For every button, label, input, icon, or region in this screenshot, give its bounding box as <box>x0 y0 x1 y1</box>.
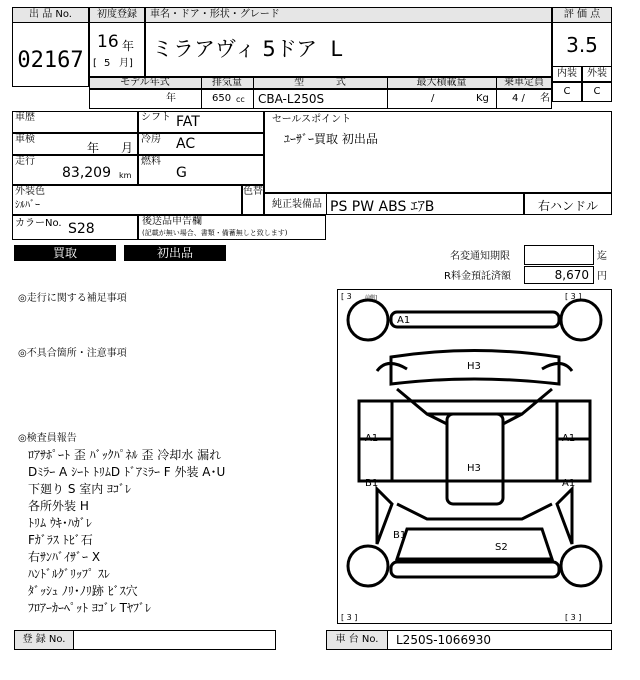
handle-value: 右ハンドル <box>537 199 598 213</box>
genuine-equip-value: PS PW ABS ｴｱB <box>330 199 435 215</box>
shift-value: FAT <box>176 114 200 130</box>
inspector-line: ﾀﾞｯｼｭ ﾉﾘ･ﾉﾘ跡 ﾋﾞｽ穴 <box>28 584 138 598</box>
mark-front-bumper: A1 <box>397 315 411 326</box>
capacity-unit: 名 <box>540 93 550 104</box>
inspector-line: 右ｻﾝﾊﾞｲｻﾞｰ X <box>28 550 101 564</box>
defects-remarks-title: ◎不具合箇所・注意事項 <box>18 348 127 359</box>
first-reg-year-unit: 年 <box>122 39 135 53</box>
sales-point-label: セールスポイント <box>272 114 352 125</box>
recycle-unit: 円 <box>597 271 607 282</box>
type-label: 型 式 <box>294 77 346 88</box>
ac-label: 冷房 <box>141 134 161 145</box>
corner-label-tl: [ 3 <box>341 292 352 301</box>
interior-label: 内装 <box>552 66 582 82</box>
ac-value: AC <box>176 136 196 152</box>
max-load-label: 最大積載量 <box>416 77 467 88</box>
mark-rear-left-door: B1 <box>365 478 379 489</box>
displacement-value: 650 <box>212 93 232 104</box>
type-value: CBA-L250S <box>258 92 325 106</box>
inspector-line: 各所外装 H <box>28 499 89 513</box>
displacement-unit: cc <box>236 95 245 104</box>
exterior-label: 外装 <box>582 66 612 82</box>
first-reg-label: 初度登録 <box>89 7 145 23</box>
mark-roof: H3 <box>467 463 481 474</box>
mark-rear-left-quarter: B1 <box>393 530 407 541</box>
recycle-value: 8,670 <box>524 266 594 284</box>
exterior-color-box <box>12 185 242 215</box>
sales-point-text: ﾕｰｻﾞｰ買取 初出品 <box>284 132 378 146</box>
mark-front-left-fender: A1 <box>365 433 379 444</box>
recycle-label: R料金預託済額 <box>444 271 511 282</box>
mark-hood: H3 <box>467 361 481 372</box>
exterior-grade: C <box>582 82 612 102</box>
color-no-label: カラーNo. <box>15 218 62 229</box>
capacity-value: 4 / <box>512 93 525 104</box>
driving-remarks-title: ◎走行に関する補足事項 <box>18 293 127 304</box>
inspection-month: 月 <box>121 141 134 155</box>
corner-label-tl-small: 前側] <box>365 295 377 301</box>
first-reg-month-unit: 月] <box>119 58 133 69</box>
first-reg-month-open: [ <box>93 58 97 69</box>
corner-label-tr: [ 3 ] <box>565 292 582 301</box>
car-name: ミラアヴィ 5ドア L <box>152 37 343 61</box>
later-declare-label: 後送品申告欄 <box>142 216 202 227</box>
inspector-line: Dﾐﾗｰ A ｼｰﾄ ﾄﾘﾑD ﾄﾞｱﾐﾗｰ F 外装 A･U <box>28 465 226 479</box>
inspection-label: 車検 <box>15 134 35 145</box>
inspector-line: ﾊﾝﾄﾞﾙｸﾞﾘｯﾌﾟ ｽﾚ <box>28 567 110 581</box>
mark-rear-gate: S2 <box>495 542 508 553</box>
fuel-label: 燃料 <box>141 156 161 167</box>
inspector-lines <box>28 446 225 616</box>
buy-badge: 買取 <box>14 245 116 261</box>
car-diagram <box>337 289 612 624</box>
chassis-label: 車 台 No. <box>326 630 388 650</box>
genuine-equip-label: 純正装備品 <box>272 199 322 210</box>
history-label: 車歴 <box>15 112 35 123</box>
model-year-label: モデル年式 <box>120 77 170 88</box>
reg-no-label: 登 録 No. <box>14 630 74 650</box>
score-value: 3.5 <box>566 33 598 57</box>
corner-label-br: [ 3 ] <box>565 613 582 622</box>
corner-label-bl: [ 3 ] <box>341 613 358 622</box>
color-change-label: 色替 <box>243 186 263 197</box>
inspector-line: 下廻り S 室内 ﾖｺﾞﾚ <box>28 482 132 496</box>
first-reg-year: 16 <box>97 32 119 52</box>
max-load-unit: Kg <box>476 93 489 104</box>
car-name-label: 車名・ドア・形状・グレード <box>145 7 552 23</box>
lot-label: 出 品 No. <box>12 7 89 23</box>
mileage-unit: km <box>119 171 132 180</box>
shift-label: シフト <box>141 112 171 123</box>
inspector-line: ﾛｱｻﾎﾟｰﾄ 歪 ﾊﾞｯｸﾊﾟﾈﾙ 歪 冷却水 漏れ <box>28 448 222 462</box>
inspector-line: ﾄﾘﾑ ｳｷ･ﾊｶﾞﾚ <box>28 516 92 530</box>
inspection-year: 年 <box>87 141 100 155</box>
later-declare-note: (記載が無い場合、書類・備蓄無しと致します) <box>142 229 288 237</box>
name-change-unit: 迄 <box>597 251 607 262</box>
interior-grade: C <box>552 82 582 102</box>
inspector-line: Fｶﾞﾗｽ ﾄﾋﾞ石 <box>28 533 93 547</box>
inspector-line: ﾌﾛｱｰｶｰﾍﾟｯﾄ ﾖｺﾞﾚ Tﾔﾌﾞﾚ <box>28 601 151 615</box>
name-change-label: 名変通知期限 <box>450 251 510 262</box>
max-load-value: / <box>431 93 435 104</box>
chassis-value: L250S-1066930 <box>396 633 491 647</box>
displacement-label: 排気量 <box>212 77 242 88</box>
inspector-title: ◎検査員報告 <box>18 433 77 444</box>
model-year-value: 年 <box>166 93 176 104</box>
mileage-label: 走行 <box>15 156 35 167</box>
name-change-value <box>524 245 594 265</box>
exterior-color-value: ｼﾙﾊﾞｰ <box>15 200 40 211</box>
color-no-value: S28 <box>68 221 95 237</box>
mark-rear-right-door: A1 <box>562 478 576 489</box>
capacity-label: 乗車定員 <box>504 77 544 88</box>
exterior-color-label: 外装色 <box>15 186 45 197</box>
fuel-value: G <box>176 165 187 181</box>
first-listing-badge: 初出品 <box>124 245 226 261</box>
score-label: 評 価 点 <box>552 7 612 23</box>
lot-number: 02167 <box>17 48 84 73</box>
mark-front-right-fender: A1 <box>562 433 576 444</box>
first-reg-month: 5 <box>104 58 111 69</box>
mileage-value: 83,209 <box>62 165 111 181</box>
